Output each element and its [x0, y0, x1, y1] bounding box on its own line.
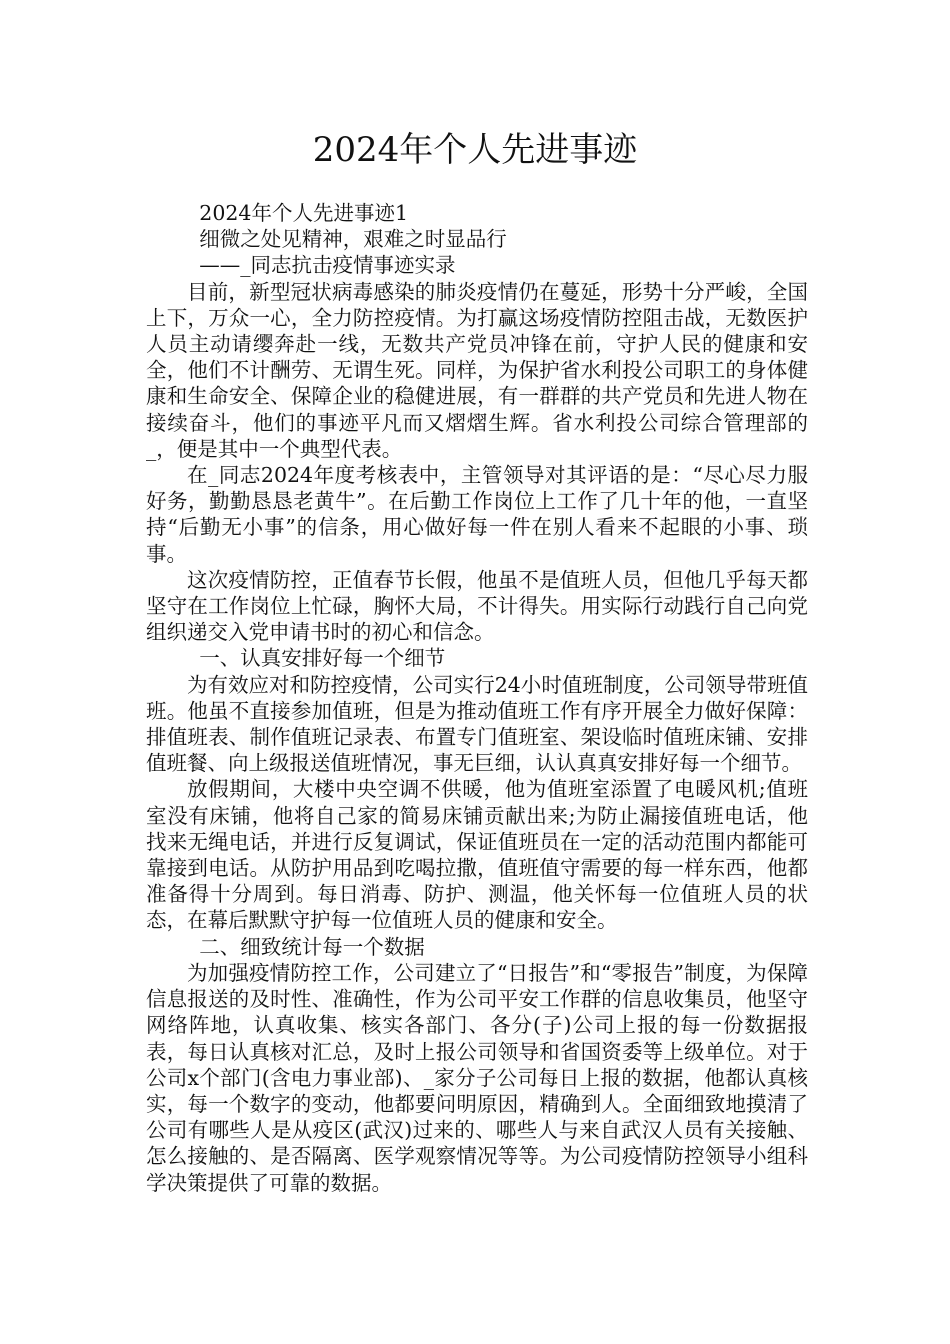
section1-paragraph-1: 为有效应对和防控疫情，公司实行24小时值班制度，公司领导带班值班。他虽不直接参加值班，但是为推动值班工作有序开展全力做好保障：排值班表、制作值班记录表、布置专门值班室、架设临时值班床铺、安排值班餐、向上级报送值班情况，事无巨细，认认真真安排好每一个细节。	[146, 672, 808, 776]
section2-paragraph-1: 为加强疫情防控工作，公司建立了“日报告”和“零报告”制度，为保障信息报送的及时性、准确性，作为公司平安工作群的信息收集员，他坚守网络阵地，认真收集、核实各部门、各分(子)公司上报的每一份数据报表，每日认真核对汇总，及时上报公司领导和省国资委等上级单位。对于公司x个部门(含电力事业部)、_家分子公司每日上报的数据，他都认真核实，每一个数字的变动，他都要问明原因，精确到人。全面细致地摸清了公司有哪些人是从疫区(武汉)过来的、哪些人与来自武汉人员有关接触、怎么接触的、是否隔离、医学观察情况等等。为公司疫情防控领导小组科学决策提供了可靠的数据。	[146, 960, 808, 1195]
section1-paragraph-2: 放假期间，大楼中央空调不供暖，他为值班室添置了电暖风机;值班室没有床铺，他将自己家的简易床铺贡献出来;为防止漏接值班电话，他找来无绳电话，并进行反复调试，保证值班员在一定的活动范围内都能可靠接到电话。从防护用品到吃喝拉撒，值班值守需要的每一样东西，他都准备得十分周到。每日消毒、防护、测温，他关怀每一位值班人员的状态，在幕后默默守护每一位值班人员的健康和安全。	[146, 777, 808, 933]
byline: ——_同志抗击疫情事迹实录	[199, 253, 456, 278]
slogan-line: 细微之处见精神，艰难之时显品行	[199, 227, 507, 252]
paragraph-holiday-duty: 这次疫情防控，正值春节长假，他虽不是值班人员，但他几乎每天都坚守在工作岗位上忙碌，胸怀大局，不计得失。用实际行动践行自己向党组织递交入党申请书时的初心和信念。	[146, 567, 808, 645]
paragraph-intro: 目前，新型冠状病毒感染的肺炎疫情仍在蔓延，形势十分严峻，全国上下，万众一心，全力防控疫情。为打赢这场疫情防控阻击战，无数医护人员主动请缨奔赴一线，无数共产党员冲锋在前，守护人民的健康和安全，他们不计酬劳、无谓生死。同样，为保护省水利投公司职工的身体健康和生命安全、保障企业的稳健进展，有一群群的共产党员和先进人物在接续奋斗，他们的事迹平凡而又熠熠生辉。省水利投公司综合管理部的_，便是其中一个典型代表。	[146, 279, 808, 461]
paragraph-evaluation: 在_同志2024年度考核表中，主管领导对其评语的是：“尽心尽力服好务，勤勤恳恳老黄牛”。在后勤工作岗位上工作了几十年的他，一直坚持“后勤无小事”的信条，用心做好每一件在别人看来不起眼的小事、琐事。	[146, 463, 808, 566]
section-heading-2: 二、细致统计每一个数据	[199, 934, 425, 959]
section-heading-1: 一、认真安排好每一个细节	[199, 646, 446, 671]
document-body	[146, 200, 808, 1196]
document-title: 2024年个人先进事迹	[312, 130, 638, 170]
subheading: 2024年个人先进事迹1	[199, 201, 409, 225]
